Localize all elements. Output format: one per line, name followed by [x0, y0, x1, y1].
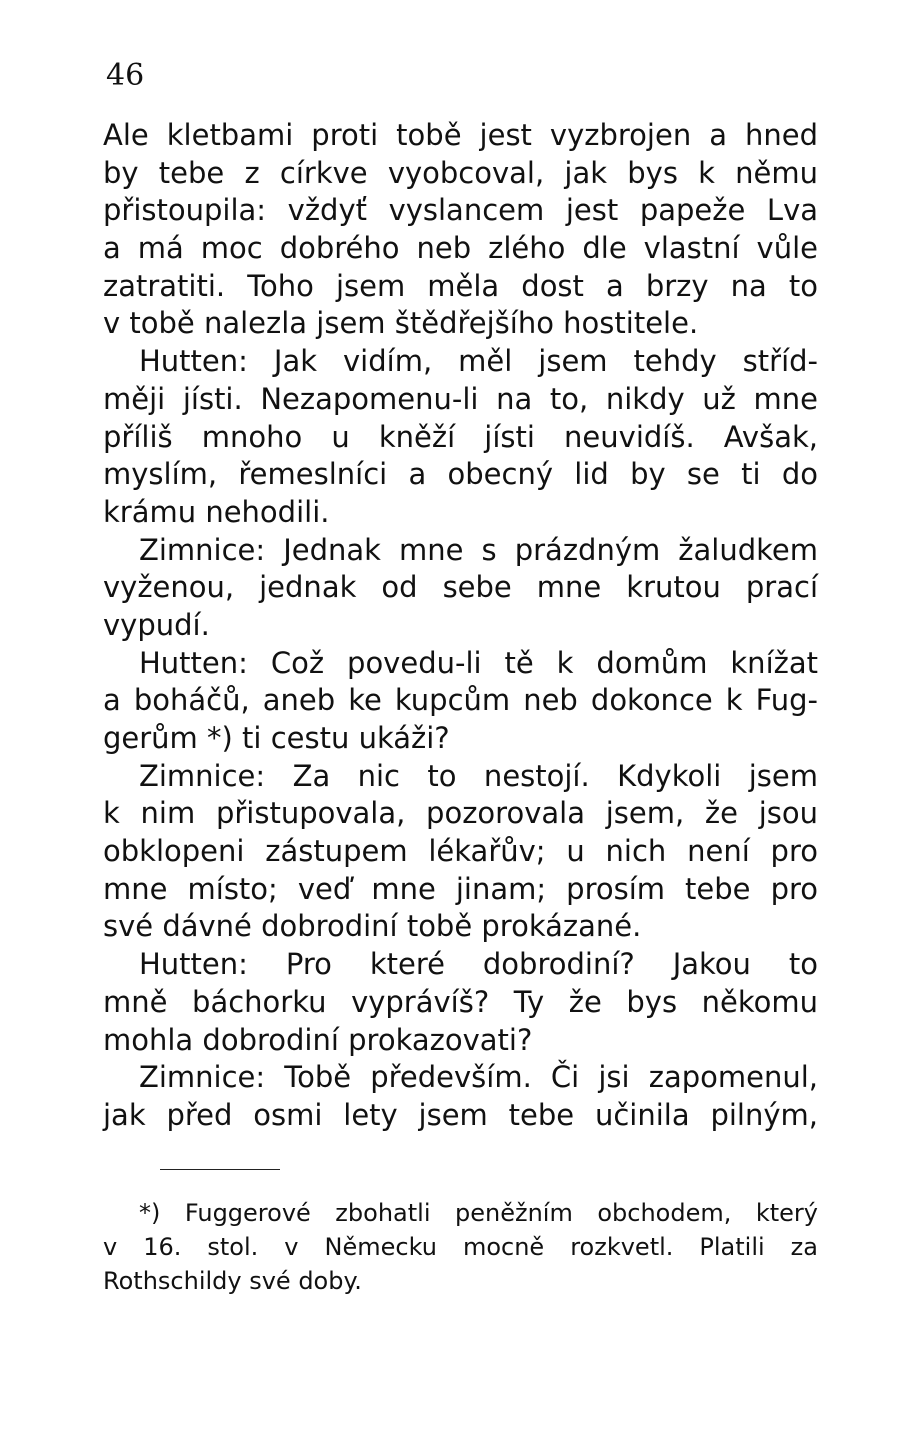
text-line: a boháčů, aneb ke kupcům neb dokonce k Fug- [103, 683, 818, 718]
text-line: krámu nehodili. [103, 494, 330, 529]
text-line: Ale kletbami proti tobě jest vyzbrojen a hned [103, 118, 818, 152]
text-line: a má moc dobrého neb zlého dle vlastní vůle [103, 231, 818, 266]
text-line: přistoupila: vždyť vyslancem jest papeže Lva [103, 193, 818, 228]
text-line: k nim přistupovala, pozorovala jsem, že jsou [103, 796, 818, 831]
footnote-divider [160, 1169, 280, 1170]
text-line: mohla dobrodiní prokazovati? [103, 1022, 533, 1057]
text-line: Zimnice: Jednak mne s prázdným žaludkem [139, 532, 818, 567]
text-line: příliš mnoho u kněží jísti neuvidíš. Avšak, [103, 419, 818, 454]
text-line: své dávné dobrodiní tobě prokázané. [103, 909, 642, 944]
text-line: vypudí. [103, 607, 210, 642]
text-line: Zimnice: Tobě především. Či jsi zapomenul, [139, 1060, 818, 1095]
footnote-line: Rothschildy své doby. [103, 1267, 362, 1295]
text-line: měji jísti. Nezapomenu-li na to, nikdy už mne [103, 381, 818, 416]
text-line: Hutten: Pro které dobrodiní? Jakou to [139, 947, 818, 982]
text-line: jak před osmi lety jsem tebe učinila pilným, [103, 1097, 818, 1132]
footnote [103, 1196, 818, 1298]
text-line: mně báchorku vyprávíš? Ty že bys někomu [103, 984, 818, 1019]
text-line: by tebe z církve vyobcoval, jak bys k němu [103, 155, 818, 190]
body-text [103, 117, 818, 1135]
text-line: zatratiti. Toho jsem měla dost a brzy na to [103, 268, 818, 303]
text-line: Zimnice: Za nic to nestojí. Kdykoli jsem [139, 758, 818, 793]
text-line: myslím, řemeslníci a obecný lid by se ti do [103, 457, 818, 492]
text-line: vyženou, jednak od sebe mne krutou prací [103, 570, 818, 605]
text-line: obklopeni zástupem lékařův; u nich není pro [103, 834, 818, 869]
page-number: 46 [106, 58, 145, 93]
text-line: v tobě nalezla jsem štědřejšího hostitele. [103, 306, 699, 341]
text-line: gerům *) ti cestu ukáži? [103, 721, 450, 755]
text-line: mne místo; veď mne jinam; prosím tebe pro [103, 871, 818, 906]
footnote-line: v 16. stol. v Německu mocně rozkvetl. Platili za [103, 1233, 818, 1261]
footnote-line: *) Fuggerové zbohatli peněžním obchodem, který [139, 1199, 818, 1227]
text-line: Hutten: Což povedu-li tě k domům knížat [139, 645, 818, 680]
text-line: Hutten: Jak vidím, měl jsem tehdy stříd- [139, 344, 818, 379]
